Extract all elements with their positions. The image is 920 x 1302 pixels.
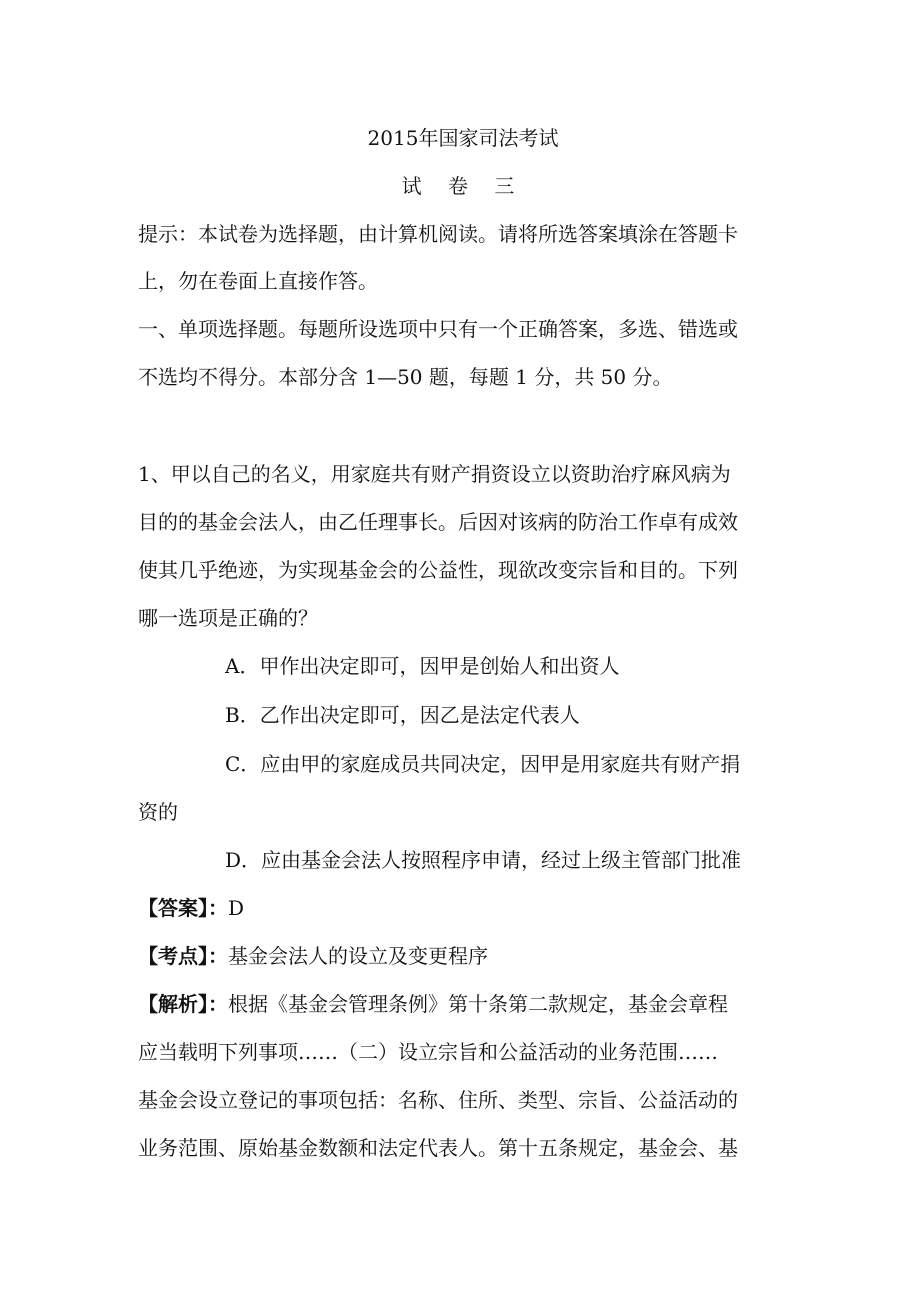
document-subtitle: 试 卷 三 — [401, 174, 525, 198]
analysis-line-4: 业务范围、原始基金数额和法定代表人。第十五条规定，基金会、基 — [138, 1136, 738, 1160]
point-value: 基金会法人的设立及变更程序 — [228, 944, 488, 968]
option-c-line-2: 资的 — [138, 800, 178, 824]
option-b: B．乙作出决定即可，因乙是法定代表人 — [225, 703, 580, 727]
notice-line-1: 提示：本试卷为选择题，由计算机阅读。请将所选答案填涂在答题卡 — [138, 222, 738, 246]
question-stem-line-2: 目的的基金会法人，由乙任理事长。后因对该病的防治工作卓有成效 — [138, 510, 738, 534]
analysis-line-3: 基金会设立登记的事项包括：名称、住所、类型、宗旨、公益活动的 — [138, 1088, 738, 1112]
option-c-line-1: C．应由甲的家庭成员共同决定，因甲是用家庭共有财产捐 — [225, 752, 741, 776]
analysis-row-1 — [138, 990, 788, 1018]
question-stem-line-3: 使其几乎绝迹，为实现基金会的公益性，现欲改变宗旨和目的。下列 — [138, 558, 738, 582]
section-intro-line-2: 不选均不得分。本部分含 1—50 题，每题 1 分，共 50 分。 — [138, 365, 673, 389]
question-stem-line-1: 1、甲以自己的名义，用家庭共有财产捐资设立以资助治疗麻风病为 — [138, 462, 731, 486]
answer-label: 【答案】： — [138, 896, 228, 920]
analysis-label: 【解析】： — [138, 992, 228, 1016]
analysis-first-line: 根据《基金会管理条例》第十条第二款规定，基金会章程 — [228, 992, 728, 1016]
analysis-line-2: 应当载明下列事项……（二）设立宗旨和公益活动的业务范围…… — [138, 1040, 718, 1064]
point-row — [138, 942, 788, 970]
question-stem-line-4: 哪一选项是正确的？ — [138, 606, 318, 630]
answer-row — [138, 894, 788, 922]
point-label: 【考点】： — [138, 944, 228, 968]
section-intro-line-1: 一、单项选择题。每题所设选项中只有一个正确答案，多选、错选或 — [138, 317, 738, 341]
option-a: A．甲作出决定即可，因甲是创始人和出资人 — [225, 654, 620, 678]
option-d: D．应由基金会法人按照程序申请，经过上级主管部门批准 — [225, 848, 742, 872]
answer-value: D — [228, 896, 245, 920]
notice-line-2: 上，勿在卷面上直接作答。 — [138, 269, 378, 293]
document-title: 2015年国家司法考试 — [367, 126, 559, 150]
